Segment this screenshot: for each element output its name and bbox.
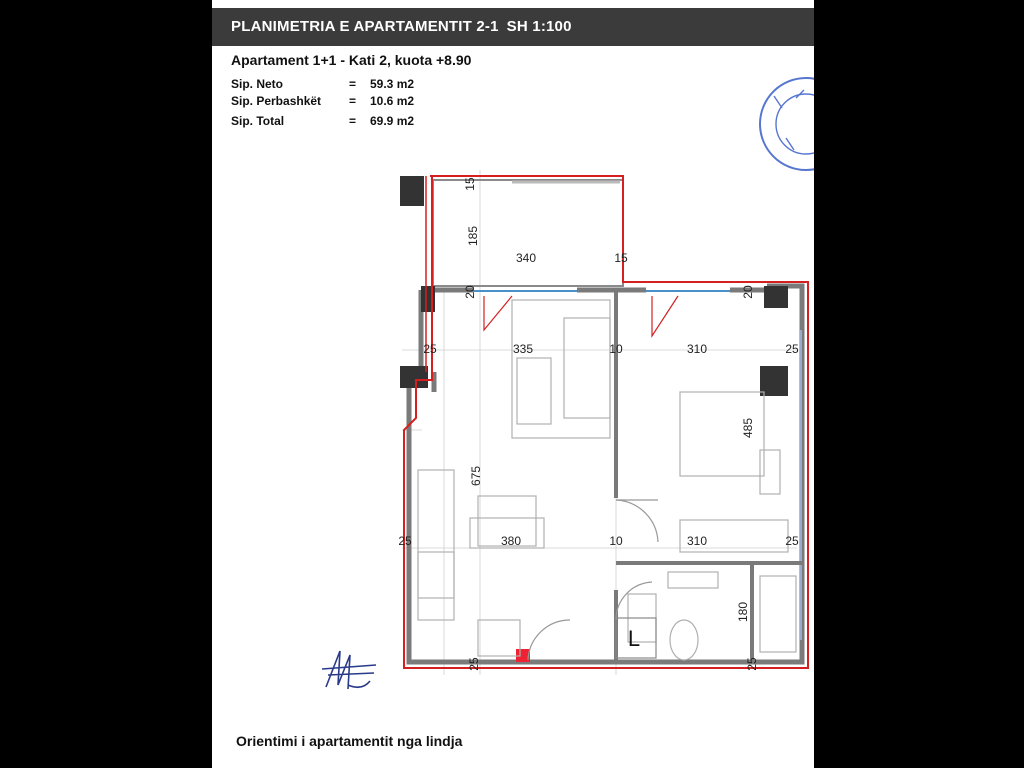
signature	[318, 645, 382, 697]
area-equals: =	[349, 114, 357, 128]
seal-stamp	[734, 68, 814, 188]
area-value: 69.9 m2	[370, 114, 415, 128]
dim-balcony-depth: 185	[466, 225, 480, 247]
sliding-door-marks	[484, 296, 678, 336]
sheet-title: PLANIMETRIA E APARTAMENTIT 2-1	[231, 18, 499, 35]
dim-lower-right-wall: 25	[785, 534, 799, 548]
dim-upper-right-wall: 25	[785, 342, 799, 356]
sheet-scale: SH 1:100	[506, 18, 572, 35]
area-equals: =	[349, 77, 357, 91]
dim-lower-bedroom-width: 310	[686, 534, 708, 548]
dim-bedroom-depth: 485	[741, 417, 755, 439]
dim-lower-left-wall: 25	[398, 534, 412, 548]
area-label: Sip. Total	[231, 114, 285, 128]
floor-plan-sheet	[212, 0, 814, 768]
dim-wall-top-right: 20	[741, 285, 755, 299]
orientation-note: Orientimi i apartamentit nga lindja	[236, 733, 463, 749]
area-label: Sip. Perbashkët	[231, 94, 322, 108]
dim-balcony-width: 340	[515, 251, 537, 265]
dim-balcony-wall-top: 15	[463, 177, 477, 191]
dim-upper-living-width: 335	[512, 342, 534, 356]
dim-lower-living-width: 380	[500, 534, 522, 548]
dim-bottom-wall-right: 25	[745, 657, 759, 671]
area-label: Sip. Neto	[231, 77, 284, 91]
apartment-heading: Apartament 1+1 - Kati 2, kuota +8.90	[231, 52, 472, 68]
area-value: 10.6 m2	[370, 94, 415, 108]
laundry-mark: L	[627, 626, 641, 651]
dim-lower-partition: 10	[609, 534, 623, 548]
dim-balcony-wall-side: 15	[614, 251, 628, 265]
balcony	[433, 180, 623, 286]
dim-bottom-wall-left: 25	[467, 657, 481, 671]
area-value: 59.3 m2	[370, 77, 415, 91]
dim-living-depth: 675	[469, 465, 483, 487]
columns	[400, 176, 788, 662]
dim-wall-top-left: 20	[463, 285, 477, 299]
grid-lines	[402, 170, 797, 675]
area-equals: =	[349, 94, 357, 108]
dim-bathroom-depth: 180	[736, 601, 750, 623]
floor-plan-drawing	[212, 0, 814, 768]
dim-upper-partition: 10	[609, 342, 623, 356]
dim-upper-left-wall: 25	[423, 342, 437, 356]
dim-upper-bedroom-width: 310	[686, 342, 708, 356]
